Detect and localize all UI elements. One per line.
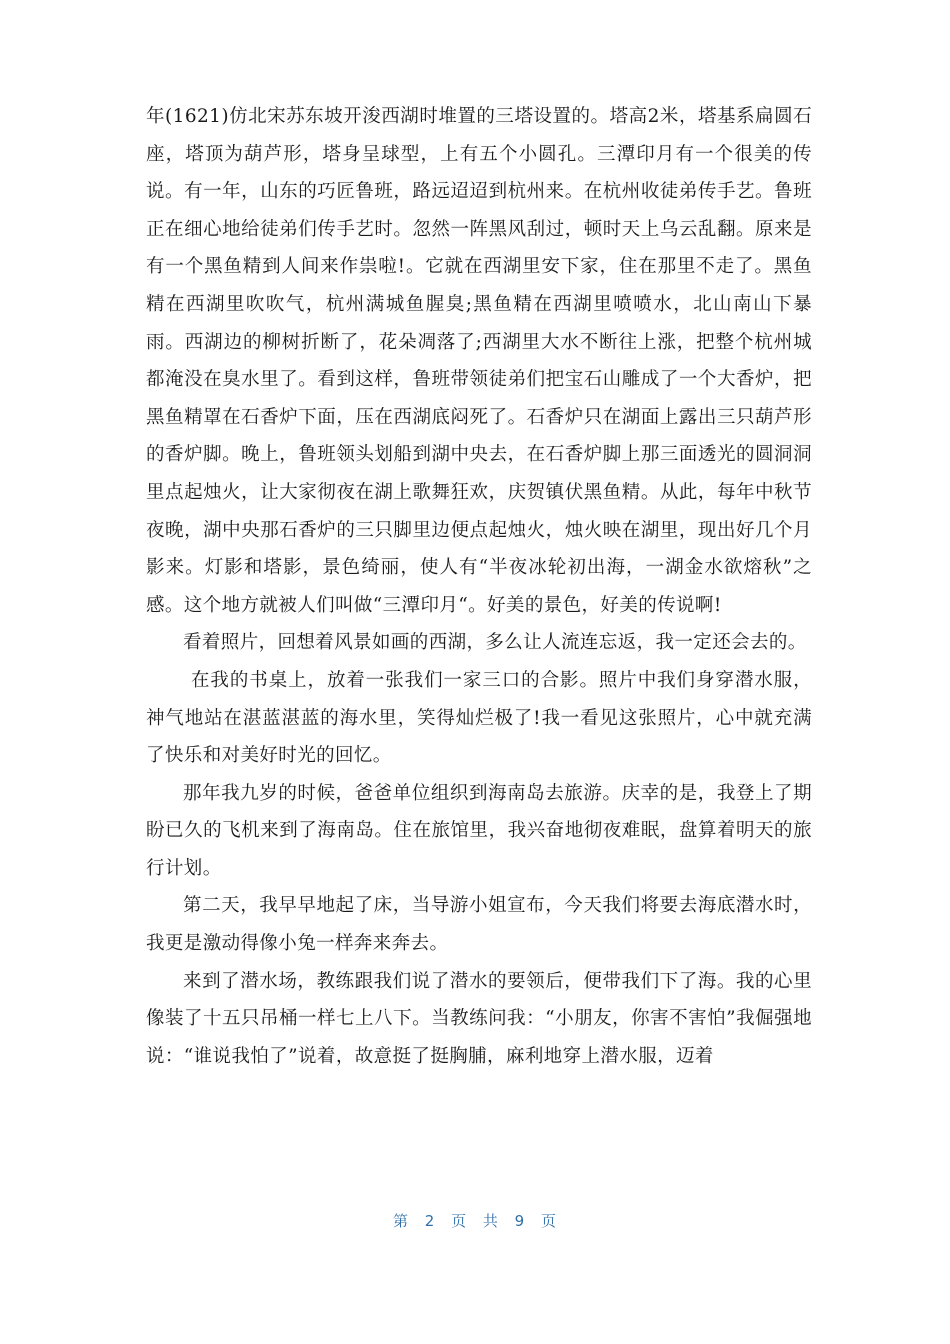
page-number-footer: 第 2 页 共 9 页 bbox=[393, 1212, 557, 1230]
paragraph-family-photo: 在我的书桌上，放着一张我们一家三口的合影。照片中我们身穿潜水服，神气地站在湛蓝湛蓝的海水里，笑得灿烂极了!我一看见这张照片，心中就充满了快乐和对美好时光的回忆。 bbox=[146, 669, 812, 767]
paragraph-second-day: 第二天，我早早地起了床，当导游小姐宣布，今天我们将要去海底潜水时，我更是激动得像小兔一样奔来奔去。 bbox=[146, 895, 812, 955]
paragraph-west-lake-legend: 年(1621)仿北宋苏东坡开浚西湖时堆置的三塔设置的。塔高2米，塔基系扁圆石座，塔顶为葫芦形，塔身呈球型，上有五个小圆孔。三潭印月有一个很美的传说。有一年，山东的巧匠鲁班，路远迢迢到杭州来。在杭州收徒弟传手艺。鲁班正在细心地给徒弟们传手艺时。忽然一阵黑风刮过，顿时天上乌云乱翻。原来是有一个黑鱼精到人间来作祟啦!。它就在西湖里安下家，住在那里不走了。黑鱼精在西湖里吹吹气，杭州满城鱼腥臭;黑鱼精在西湖里喷喷水，北山南山下暴雨。西湖边的柳树折断了，花朵凋落了;西湖里大水不断往上涨，把整个杭州城都淹没在臭水里了。看到这样，鲁班带领徒弟们把宝石山雕成了一个大香炉，把黑鱼精罩在石香炉下面，压在西湖底闷死了。石香炉只在湖面上露出三只葫芦形的香炉脚。晚上，鲁班领头划船到湖中央去，在石香炉脚上那三面透光的圆洞洞里点起烛火，让大家彻夜在湖上歌舞狂欢，庆贺镇伏黑鱼精。从此，每年中秋节夜晚，湖中央那石香炉的三只脚里边便点起烛火，烛火映在湖里，现出好几个月影来。灯影和塔影，景色绮丽，使人有“半夜冰轮初出海，一湖金水欲熔秋”之感。这个地方就被人们叫做“三潭印月“。好美的景色，好美的传说啊! bbox=[146, 106, 812, 616]
paragraph-diving-site: 来到了潜水场，教练跟我们说了潜水的要领后，便带我们下了海。我的心里像装了十五只吊桶一样七上八下。当教练问我：“小朋友，你害不害怕”我倔强地说：“谁说我怕了”说着，故意挺了挺胸脯，麻利地穿上潜水服，迈着 bbox=[146, 970, 812, 1067]
paragraph-photo-reflection: 看着照片，回想着风景如画的西湖，多么让人流连忘返，我一定还会去的。 bbox=[183, 632, 807, 654]
paragraph-hainan-trip: 那年我九岁的时候，爸爸单位组织到海南岛去旅游。庆幸的是，我登上了期盼已久的飞机来到了海南岛。住在旅馆里，我兴奋地彻夜难眠，盘算着明天的旅行计划。 bbox=[146, 782, 812, 879]
body-text bbox=[146, 98, 812, 1075]
